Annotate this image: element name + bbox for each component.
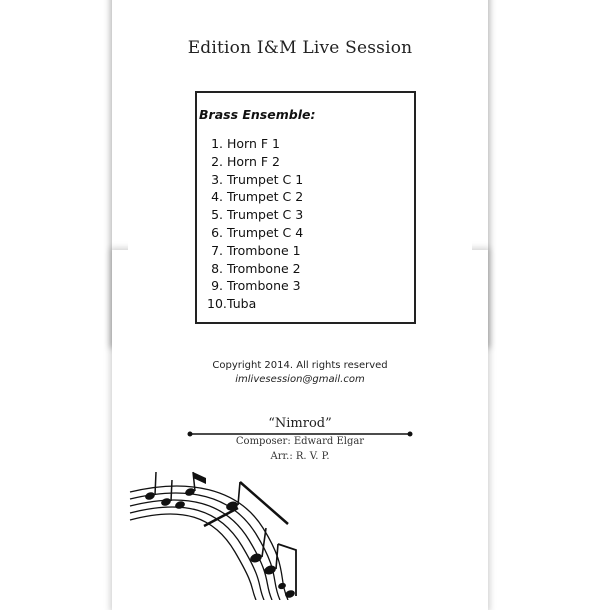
instrument-item: 1. Horn F 1	[211, 136, 280, 151]
cover-page	[128, 0, 472, 600]
instrument-item: 8. Trombone 2	[211, 260, 301, 276]
ensemble-heading: Brass Ensemble:	[199, 107, 316, 122]
piece-title: “Nimrod”	[268, 416, 332, 431]
arranger-credit: Arr.: R. V. P.	[270, 451, 330, 462]
instrument-list	[207, 135, 303, 313]
instrument-item: 9. Trombone 3	[211, 278, 301, 294]
music-staff-notes-icon	[128, 468, 472, 600]
copyright-notice: Copyright 2014. All rights reserved	[212, 360, 388, 371]
composer-credit: Composer: Edward Elgar	[235, 436, 365, 447]
instrument-item: 4. Trumpet C 2	[211, 189, 304, 205]
ensemble-box	[195, 91, 416, 324]
instrument-item: 6. Trumpet C 4	[211, 224, 304, 240]
instrument-item: 3. Trumpet C 1	[211, 171, 304, 187]
instrument-item: 5. Trumpet C 3	[211, 207, 304, 223]
instrument-item: 2. Horn F 2	[211, 153, 280, 169]
contact-email: imlivesession@gmail.com	[235, 374, 365, 385]
instrument-item: 7. Trombone 1	[211, 242, 301, 258]
edition-title: Edition I&M Live Session	[187, 38, 413, 58]
instrument-item: 10.Tuba	[207, 296, 257, 312]
